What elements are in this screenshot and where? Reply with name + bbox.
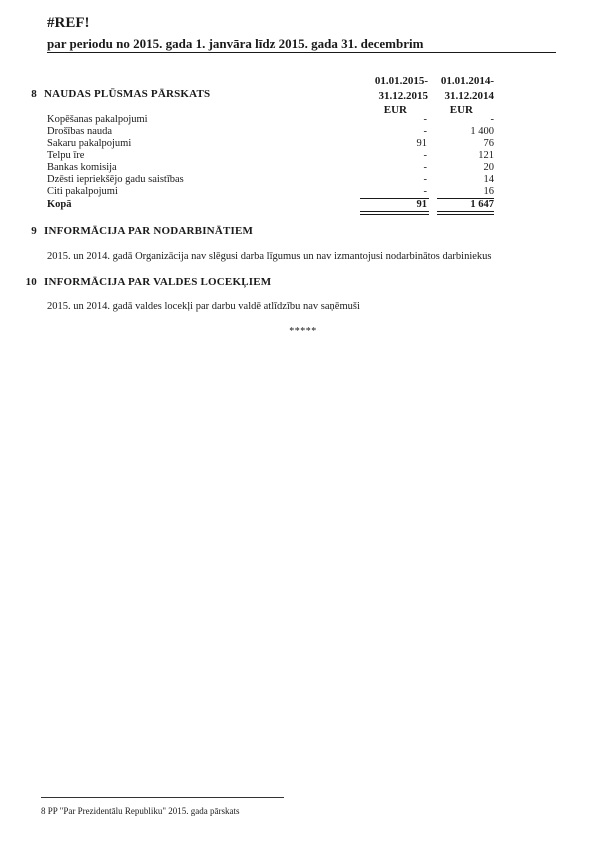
- total-double-rule-2015-b: [360, 214, 429, 215]
- section-10-title: INFORMĀCIJA PAR VALDES LOCEKĻIEM: [44, 276, 272, 288]
- total-double-rule-2014-b: [437, 214, 494, 215]
- section-10-number: 10: [25, 276, 37, 288]
- table-row: [47, 114, 494, 126]
- row-value-2015: -: [423, 114, 427, 125]
- section-9-title: INFORMĀCIJA PAR NODARBINĀTIEM: [44, 225, 254, 237]
- table-row: [47, 126, 494, 138]
- page-footer: 8 PP "Par Prezidentālu Republiku" 2015. gada pārskats: [41, 806, 240, 816]
- column-header-2015-unit: EUR: [383, 104, 407, 116]
- row-value-2014: 16: [483, 186, 494, 197]
- row-label: Kopēšanas pakalpojumi: [47, 114, 148, 125]
- column-header-2014-line1: 01.01.2014-: [440, 75, 494, 87]
- row-value-2014: 14: [483, 174, 494, 185]
- row-value-2014: 1 400: [470, 126, 494, 137]
- column-header-2014-line2: 31.12.2014: [444, 89, 494, 102]
- section-8-number: 8: [31, 88, 37, 100]
- table-row: [47, 186, 494, 198]
- row-value-2015: -: [423, 186, 427, 197]
- footer-divider: [41, 797, 284, 798]
- row-label: Drošības nauda: [47, 126, 113, 137]
- row-label: Bankas komisija: [47, 162, 117, 173]
- row-value-2015: -: [423, 162, 427, 173]
- row-label: Citi pakalpojumi: [47, 186, 118, 197]
- row-value-2015: -: [423, 126, 427, 137]
- section-8-title: NAUDAS PLŪSMAS PĀRSKATS: [44, 88, 211, 100]
- total-row: [47, 199, 494, 211]
- column-header-2015-line2: 31.12.2015: [378, 89, 428, 102]
- section-10-text: 2015. un 2014. gadā valdes locekļi par darbu valdē atlīdzību nav saņēmuši: [47, 301, 360, 312]
- total-label: Kopā: [47, 199, 72, 210]
- section-8-heading: [21, 88, 210, 100]
- row-value-2014: 76: [483, 138, 494, 149]
- table-row: [47, 162, 494, 174]
- total-double-rule-2015-a: [360, 211, 429, 212]
- section-9-number: 9: [31, 225, 37, 237]
- document-title: #REF!: [47, 15, 90, 31]
- section-9-heading: [21, 225, 253, 237]
- table-row: [47, 150, 494, 162]
- row-value-2015: -: [423, 174, 427, 185]
- column-header-2015: [375, 74, 428, 118]
- row-value-2014: 121: [478, 150, 494, 161]
- row-value-2015: -: [423, 150, 427, 161]
- row-label: Dzēsti iepriekšējo gadu saistības: [47, 174, 184, 185]
- row-value-2014: -: [490, 114, 494, 125]
- header-divider: [47, 52, 556, 53]
- total-value-2014: 1 647: [470, 199, 494, 210]
- section-9-text: 2015. un 2014. gadā Organizācija nav slēgusi darba līgumus un nav izmantojusi nodarbinātos darbiniekus: [47, 251, 492, 262]
- table-row: [47, 174, 494, 186]
- end-marker: *****: [289, 326, 317, 337]
- row-label: Telpu īre: [47, 150, 85, 161]
- row-value-2015: 91: [416, 138, 427, 149]
- column-header-2015-line1: 01.01.2015-: [374, 75, 428, 87]
- row-value-2014: 20: [483, 162, 494, 173]
- row-label: Sakaru pakalpojumi: [47, 138, 132, 149]
- reporting-period: par periodu no 2015. gada 1. janvāra līdz 2015. gada 31. decembrim: [47, 36, 424, 51]
- column-header-2014: [441, 74, 494, 118]
- column-header-2014-unit: EUR: [449, 104, 473, 116]
- table-row: [47, 138, 494, 150]
- section-10-heading: [21, 276, 271, 288]
- total-double-rule-2014-a: [437, 211, 494, 212]
- total-value-2015: 91: [416, 199, 427, 210]
